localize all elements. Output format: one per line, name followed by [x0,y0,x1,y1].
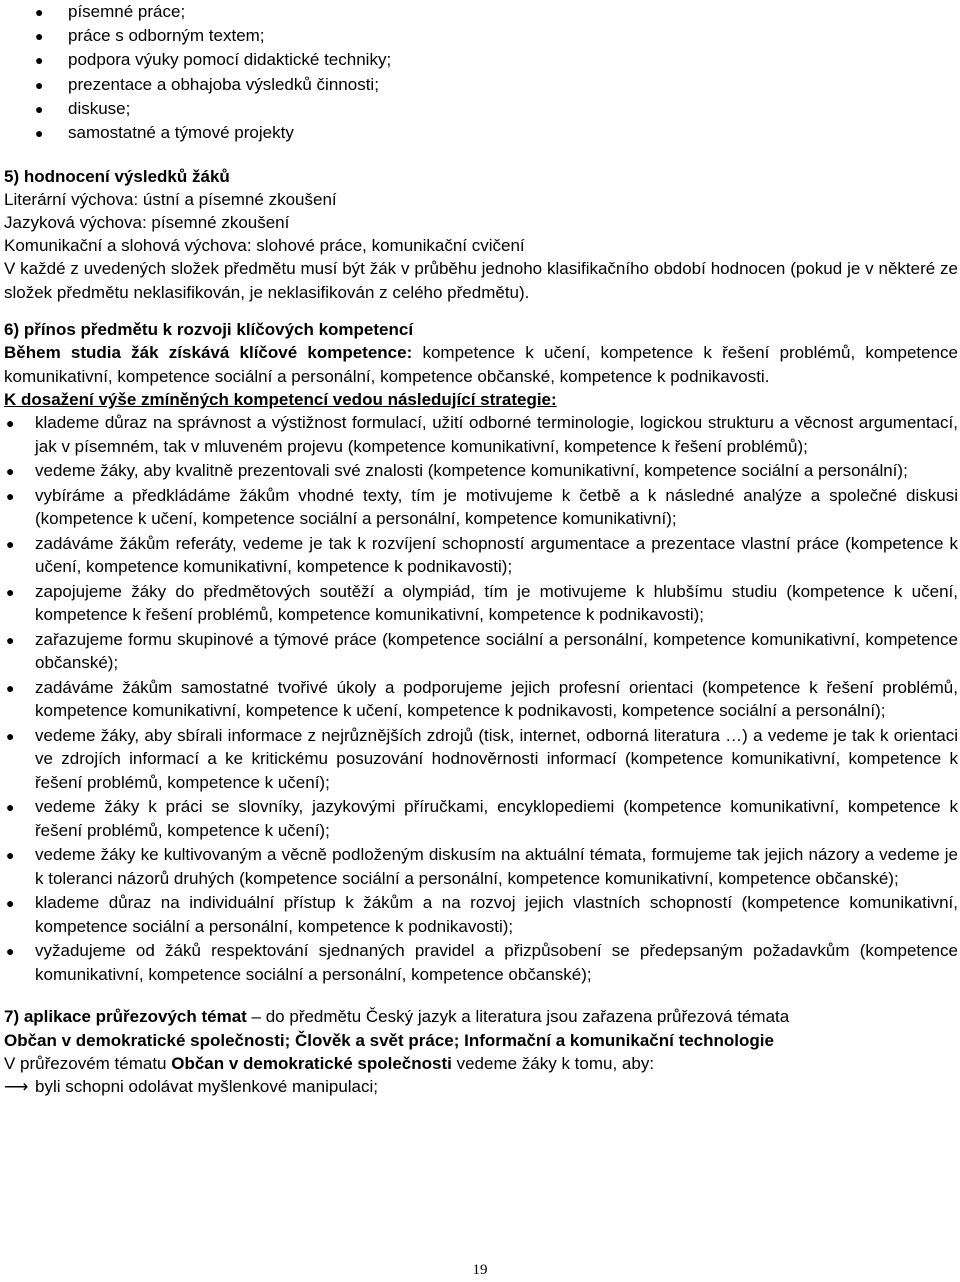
strategy-item: ● zapojujeme žáky do předmětových soutěží a olympiád, tím je motivujeme k hlubšímu studiu (kompetence k učení, kompetence k řešení problémů, kompetence komunikativní, kompetence k podnikavosti); [6,581,958,625]
list-item: ● samostatné a týmové projekty [4,121,958,145]
bullet-icon: ● [35,76,44,93]
bullet-icon: ● [6,535,15,552]
strategy-item: ● vedeme žáky, aby sbírali informace z nejrůznějších zdrojů (tisk, internet, odborná literatura …) a vedeme je tak k orientaci ve zdrojích informací a ke kritickému posuzování hodnověrnosti informací (kompetence komunikativní, kompetence k řešení problémů, kompetence k učení); [6,725,958,792]
evaluation-paragraph: V každé z uvedených složek předmětu musí být žák v průběhu jednoho klasifikačního období hodnocen (pokud je v některé ze složek předmětu neklasifikován, je neklasifikován z celého předmětu). [4,259,958,302]
bullet-icon: ● [6,727,15,744]
section7-heading-text: – do předmětu Český jazyk a literatura jsou zařazena průřezová témata [246,1007,790,1027]
bullet-icon: ● [6,679,15,696]
list-item: ● podpora výuky pomocí didaktické techniky; [4,48,958,72]
bullet-icon: ● [6,895,15,912]
strategy-item: ● klademe důraz na individuální přístup k žákům a na rozvoj jejich vlastních schopností (kompetence komunikativní, kompetence sociální a personální, kompetence k podnikavosti); [6,893,958,936]
bullet-icon: ● [6,943,15,960]
strategy-item: ● zařazujeme formu skupinové a týmové práce (kompetence sociální a personální, kompetence komunikativní, kompetence občanské); [6,629,958,673]
strategy-heading: K dosažení výše zmíněných kompetencí vedou následující strategie: [4,390,557,410]
bullet-icon: ● [35,28,44,45]
evaluation-line: Komunikační a slohová výchova: slohové práce, komunikační cvičení [4,236,525,256]
topic-intro: V průřezovém tématu Občan v demokratické společnosti vedeme žáky k tomu, aby: [4,1053,655,1073]
strategy-item: ● vyžadujeme od žáků respektování sjednaných pravidel a přizpůsobení se předepsaným požadavkům (kompetence komunikativní, kompetence sociální a personální, kompetence občanské); [6,941,958,984]
evaluation-line: Literární výchova: ústní a písemné zkoušení [4,190,337,210]
section7-heading-bold: 7) aplikace průřezových témat [4,1007,247,1027]
competences-intro-bold: Během studia žák získává klíčové kompetence: [4,343,413,363]
strategy-item: ● klademe důraz na správnost a výstižnost formulací, užití odborné terminologie, logickou strukturu a věcnost argumentací, jak v písemném, tak v mluveném projevu (kompetence komunikativní, kompetence k řešení problémů); [6,413,958,456]
bullet-icon: ● [6,799,15,816]
competences-intro [4,341,958,388]
strategy-item: ● vedeme žáky ke kultivovaným a věcně podloženým diskusím na aktuální témata, formujeme tak jejich názory a vedeme je k toleranci názorů druhých (kompetence sociální a personální, kompetence komunikativní, kompetence občanské); [6,845,958,888]
bullet-icon: ● [35,100,44,117]
page-number: 19 [472,1262,488,1278]
cross-topics: Občan v demokratické společnosti; Člověk a svět práce; Informační a komunikační technologie [4,1030,774,1050]
methods-list [4,0,958,145]
bullet-icon: ● [35,52,44,69]
bullet-icon: ● [6,583,15,600]
strategy-item: ● zadáváme žákům samostatné tvořivé úkoly a podporujeme jejich profesní orientaci (kompetence k řešení problémů, kompetence komunikativní, kompetence k učení, kompetence k podnikavosti, kompetence sociální a personální); [6,677,958,721]
topic-name: Občan v demokratické společnosti [171,1053,452,1073]
bullet-icon: ● [6,847,15,864]
strategy-list [4,411,958,986]
document-page [4,0,958,1099]
list-item: ● práce s odborným textem; [4,24,958,48]
list-item: ● prezentace a obhajoba výsledků činnosti; [4,73,958,97]
strategy-item: ● zadáváme žákům referáty, vedeme je tak k rozvíjení schopností argumentace a prezentace vlastní práce (kompetence k učení, kompetence komunikativní, kompetence k podnikavosti); [6,533,958,577]
competences-intro-text: kompetence k učení, kompetence k řešení problémů, kompetence komunikativní, kompetence sociální a personální, kompetence občanské, kompetence k podnikavosti. [4,343,958,386]
bullet-icon: ● [35,4,44,20]
bullet-icon: ● [6,463,15,480]
section7-heading [4,1005,958,1029]
bullet-icon: ● [6,415,15,432]
section5-heading: 5) hodnocení výsledků žáků [4,167,230,187]
list-item: ● písemné práce; [4,0,958,24]
evaluation-line: Jazyková výchova: písemné zkoušení [4,213,290,233]
strategy-item: ● vedeme žáky, aby kvalitně prezentovali své znalosti (kompetence komunikativní, kompetence sociální a personální); [4,459,958,483]
list-item: ● diskuse; [4,97,958,121]
arrow-right-icon: ⟶ [4,1076,29,1096]
strategy-item: ● vedeme žáky k práci se slovníky, jazykovými příručkami, encyklopediemi (kompetence komunikativní, kompetence k řešení problémů, kompetence k učení); [6,797,958,840]
bullet-icon: ● [6,631,15,648]
bullet-icon: ● [6,487,15,504]
arrow-item: ⟶ byli schopni odolávat myšlenkové manipulaci; [4,1075,958,1099]
bullet-icon: ● [35,125,44,142]
section6-heading: 6) přínos předmětu k rozvoji klíčových kompetencí [4,320,414,340]
strategy-item: ● vybíráme a předkládáme žákům vhodné texty, tím je motivujeme k četbě a k následné analýze a společné diskusi (kompetence k učení, kompetence sociální a personální, kompetence komunikativní); [6,485,958,529]
